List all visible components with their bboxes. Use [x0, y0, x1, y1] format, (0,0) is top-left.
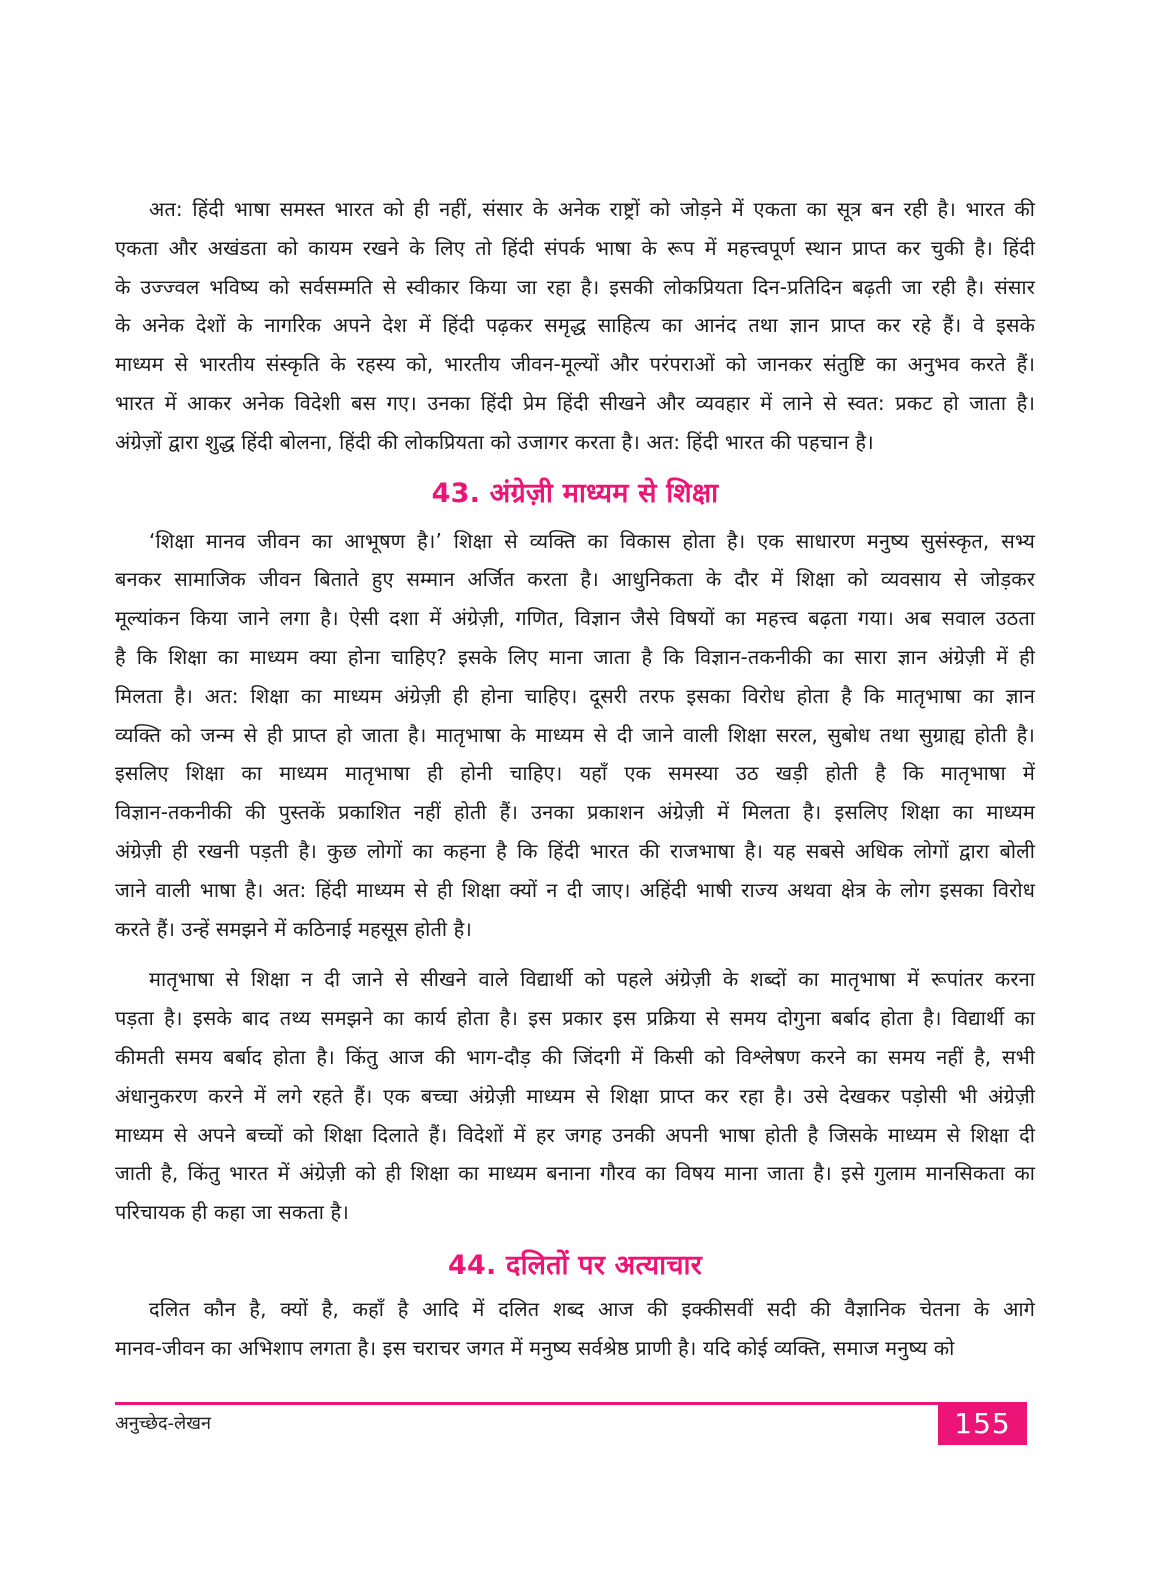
- footer-rule: [115, 1402, 939, 1405]
- section-heading-43: 43. अंग्रेज़ी माध्यम से शिक्षा: [431, 477, 719, 509]
- text-line: के अनेक देशों के नागरिक अपने देश में हिंदी पढ़कर समृद्ध साहित्य का आनंद तथा ज्ञान प्राप्त कर रहे हैं। वे इसके: [115, 313, 1035, 338]
- text-line: के उज्ज्वल भविष्य को सर्वसम्मति से स्वीकार किया जा रहा है। इसकी लोकप्रियता दिन-प्रतिदिन बढ़ती जा रही है। संसार: [115, 274, 1035, 299]
- intro-paragraph: [115, 190, 1035, 462]
- text-line: मिलता है। अत: शिक्षा का माध्यम अंग्रेज़ी ही होना चाहिए। दूसरी तरफ इसका विरोध होता है कि मातृभाषा का ज्ञान: [115, 683, 1035, 708]
- footer-chapter-label: अनुच्छेद-लेखन: [115, 1413, 211, 1434]
- text-line: व्यक्ति को जन्म से ही प्राप्त हो जाता है। मातृभाषा के माध्यम से दी जाने वाली शिक्षा सरल, सुबोध तथा सुग्राह्य होती है।: [115, 722, 1035, 747]
- section43-paragraph-2: [115, 960, 1035, 1232]
- text-line: करते हैं। उन्हें समझने में कठिनाई महसूस होती है।: [115, 916, 472, 941]
- text-line: बनकर सामाजिक जीवन बिताते हुए सम्मान अर्जित करता है। आधुनिकता के दौर में शिक्षा को व्यवसाय से जोड़कर: [115, 567, 1035, 592]
- text-line: कीमती समय बर्बाद होता है। किंतु आज की भाग-दौड़ की जिंदगी में किसी को विश्लेषण करने का समय नहीं है, सभी: [115, 1044, 1035, 1069]
- section44-paragraph-1: [115, 1290, 1035, 1368]
- section43-paragraph-1: [115, 522, 1035, 949]
- text-line: अंग्रेज़ी ही रखनी पड़ती है। कुछ लोगों का कहना है कि हिंदी भारत की राजभाषा है। यह सबसे अधिक लोगों द्वारा बोली: [115, 838, 1035, 863]
- text-line: भारत में आकर अनेक विदेशी बस गए। उनका हिंदी प्रेम हिंदी सीखने और व्यवहार में लाने से स्वत: प्रकट हो जाता है।: [115, 390, 1035, 415]
- text-line: मातृभाषा से शिक्षा न दी जाने से सीखने वाले विद्यार्थी को पहले अंग्रेज़ी के शब्दों का मातृभाषा में रूपांतर करना: [149, 967, 1035, 992]
- page-number-box: [938, 1402, 1027, 1445]
- text-line: एकता और अखंडता को कायम रखने के लिए तो हिंदी संपर्क भाषा के रूप में महत्त्वपूर्ण स्थान प्राप्त कर चुकी है। हिंदी: [115, 235, 1035, 260]
- text-line: अत: हिंदी भाषा समस्त भारत को ही नहीं, संसार के अनेक राष्ट्रों को जोड़ने में एकता का सूत्र बन रही है। भारत की: [149, 197, 1035, 221]
- page-number: 155: [954, 1407, 1011, 1440]
- text-line: अंधानुकरण करने में लगे रहते हैं। एक बच्चा अंग्रेज़ी माध्यम से शिक्षा प्राप्त कर रहा है। उसे देखकर पड़ोसी भी अंग्रेज़ी: [115, 1083, 1035, 1108]
- text-line: दलित कौन है, क्यों है, कहाँ है आदि में दलित शब्द आज की इक्कीसवीं सदी की वैज्ञानिक चेतना के आगे: [149, 1296, 1035, 1321]
- text-line: ‘शिक्षा मानव जीवन का आभूषण है।’ शिक्षा से व्यक्ति का विकास होता है। एक साधारण मनुष्य सुसंस्कृत, सभ्य: [149, 528, 1035, 553]
- text-line: परिचायक ही कहा जा सकता है।: [115, 1200, 349, 1225]
- text-line: है कि शिक्षा का माध्यम क्या होना चाहिए? इसके लिए माना जाता है कि विज्ञान-तकनीकी का सारा ज्ञान अंग्रेज़ी में ही: [115, 644, 1035, 669]
- text-line: मानव-जीवन का अभिशाप लगता है। इस चराचर जगत में मनुष्य सर्वश्रेष्ठ प्राणी है। यदि कोई व्यक्ति, समाज मनुष्य को: [115, 1335, 955, 1360]
- text-line: विज्ञान-तकनीकी की पुस्तकें प्रकाशित नहीं होती हैं। उनका प्रकाशन अंग्रेज़ी में मिलता है। इसलिए शिक्षा का माध्यम: [115, 800, 1035, 825]
- text-line: इसलिए शिक्षा का माध्यम मातृभाषा ही होनी चाहिए। यहाँ एक समस्या उठ खड़ी होती है कि मातृभाषा में: [115, 761, 1035, 786]
- text-line: मूल्यांकन किया जाने लगा है। ऐसी दशा में अंग्रेज़ी, गणित, विज्ञान जैसे विषयों का महत्त्व बढ़ता गया। अब सवाल उठता: [115, 606, 1035, 631]
- text-line: जाने वाली भाषा है। अत: हिंदी माध्यम से ही शिक्षा क्यों न दी जाए। अहिंदी भाषी राज्य अथवा क्षेत्र के लोग इसका विरोध: [115, 877, 1036, 902]
- text-line: पड़ता है। इसके बाद तथ्य समझने का कार्य होता है। इस प्रकार इस प्रक्रिया से समय दोगुना बर्बाद होता है। विद्यार्थी का: [115, 1006, 1035, 1031]
- text-line: अंग्रेज़ों द्वारा शुद्ध हिंदी बोलना, हिंदी की लोकप्रियता को उजागर करता है। अत: हिंदी भारत की पहचान है।: [115, 429, 874, 454]
- text-line: माध्यम से भारतीय संस्कृति के रहस्य को, भारतीय जीवन-मूल्यों और परंपराओं को जानकर संतुष्टि का अनुभव करते हैं।: [115, 352, 1035, 377]
- section-heading-44: 44. दलितों पर अत्याचार: [448, 1249, 702, 1281]
- text-line: जाती है, किंतु भारत में अंग्रेज़ी को ही शिक्षा का माध्यम बनाना गौरव का विषय माना जाता है। इसे गुलाम मानसिकता का: [115, 1161, 1035, 1186]
- text-line: माध्यम से अपने बच्चों को शिक्षा दिलाते हैं। विदेशों में हर जगह उनकी अपनी भाषा होती है जिसके माध्यम से शिक्षा दी: [115, 1122, 1035, 1147]
